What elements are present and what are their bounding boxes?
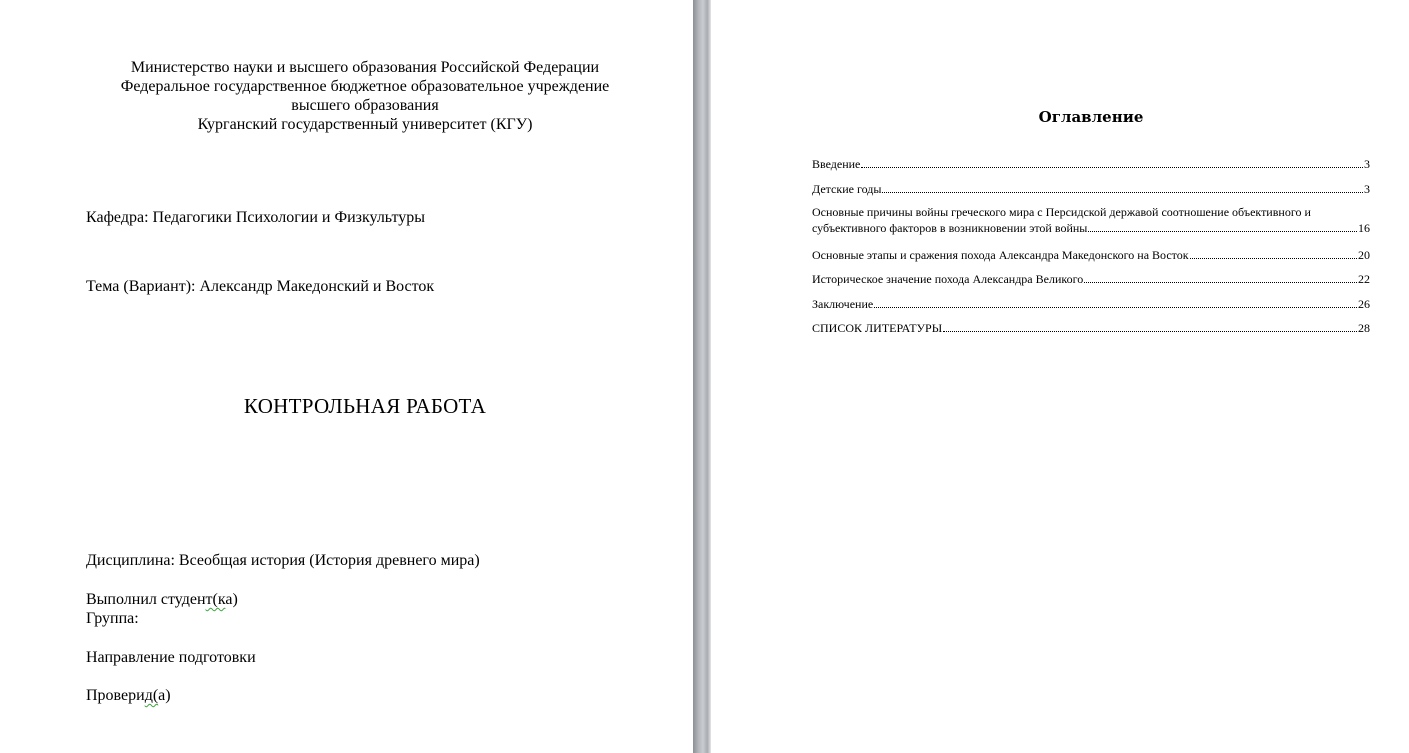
toc-entry[interactable] (812, 181, 1370, 197)
checked-by-prefix: Провери (86, 687, 145, 704)
toc-entry[interactable] (812, 204, 1370, 236)
ministry-line: Министерство науки и высшего образования Российской Федерации (130, 59, 600, 76)
checked-by-line (86, 686, 171, 705)
toc-entry-label: Историческое значение похода Александра Великого (812, 272, 1084, 286)
discipline-line: Дисциплина: Всеобщая история (История древнего мира) (86, 552, 480, 569)
toc-heading: Оглавление (1038, 108, 1144, 126)
toc-leader-dots (1190, 258, 1357, 259)
toc-page (711, 0, 1409, 753)
page-separator (693, 0, 711, 753)
toc-entry[interactable] (812, 247, 1370, 263)
toc-entry[interactable] (812, 320, 1370, 336)
toc-leader-dots (861, 167, 1363, 168)
work-type-title: КОНТРОЛЬНАЯ РАБОТА (243, 394, 487, 418)
toc-entry-label: СПИСОК ЛИТЕРАТУРЫ (812, 321, 943, 335)
toc-entry-page: 26 (1358, 297, 1370, 311)
completed-by-suffix: а) (225, 591, 238, 608)
education-level-line: высшего образования (291, 97, 439, 114)
toc-leader-dots (943, 331, 1357, 332)
group-line: Группа: (86, 610, 139, 627)
department-line: Кафедра: Педагогики Психологии и Физкультуры (86, 209, 426, 226)
toc-leader-dots (1088, 231, 1357, 232)
direction-line: Направление подготовки (86, 649, 256, 666)
checked-by-suffix: а) (158, 687, 171, 704)
institution-header (40, 58, 690, 134)
toc-entry-page: 28 (1358, 321, 1370, 335)
university-name-line: Курганский государственный университет (КГУ) (197, 116, 533, 133)
toc-entry-page: 20 (1358, 248, 1370, 262)
toc-leader-dots (882, 192, 1363, 193)
toc-entry-label: Основные этапы и сражения похода Александра Македонского на Восток (812, 248, 1189, 262)
toc-entry-page: 3 (1364, 157, 1370, 171)
toc-entry-label: Заключение (812, 297, 874, 311)
toc-entry[interactable] (812, 156, 1370, 172)
grammar-squiggle-mark[interactable]: т(к (205, 591, 226, 608)
completed-by-line (86, 590, 238, 609)
completed-by-prefix: Выполнил студен (86, 591, 206, 608)
title-page (0, 0, 693, 753)
toc-leader-dots (1084, 282, 1357, 283)
toc-entry-label: Основные причины войны греческого мира с Персидской державой соотношение объективного и (812, 205, 1311, 219)
toc-entry-label-continuation: субъективного факторов в возникновении этой войны (812, 221, 1088, 235)
institution-type-line: Федеральное государственное бюджетное образовательное учреждение (120, 78, 610, 95)
toc-entry-page: 22 (1358, 272, 1370, 286)
toc-entry-page: 3 (1364, 182, 1370, 196)
toc-entry[interactable] (812, 296, 1370, 312)
grammar-squiggle-mark[interactable]: д( (144, 687, 159, 704)
toc-entry-page: 16 (1358, 221, 1370, 235)
topic-line: Тема (Вариант): Александр Македонский и Восток (86, 278, 435, 295)
toc-entry-label: Детские годы (812, 182, 882, 196)
toc-leader-dots (874, 307, 1357, 308)
toc-entry[interactable] (812, 271, 1370, 287)
toc-entry-second-line (812, 220, 1370, 236)
toc-entry-label: Введение (812, 157, 861, 171)
